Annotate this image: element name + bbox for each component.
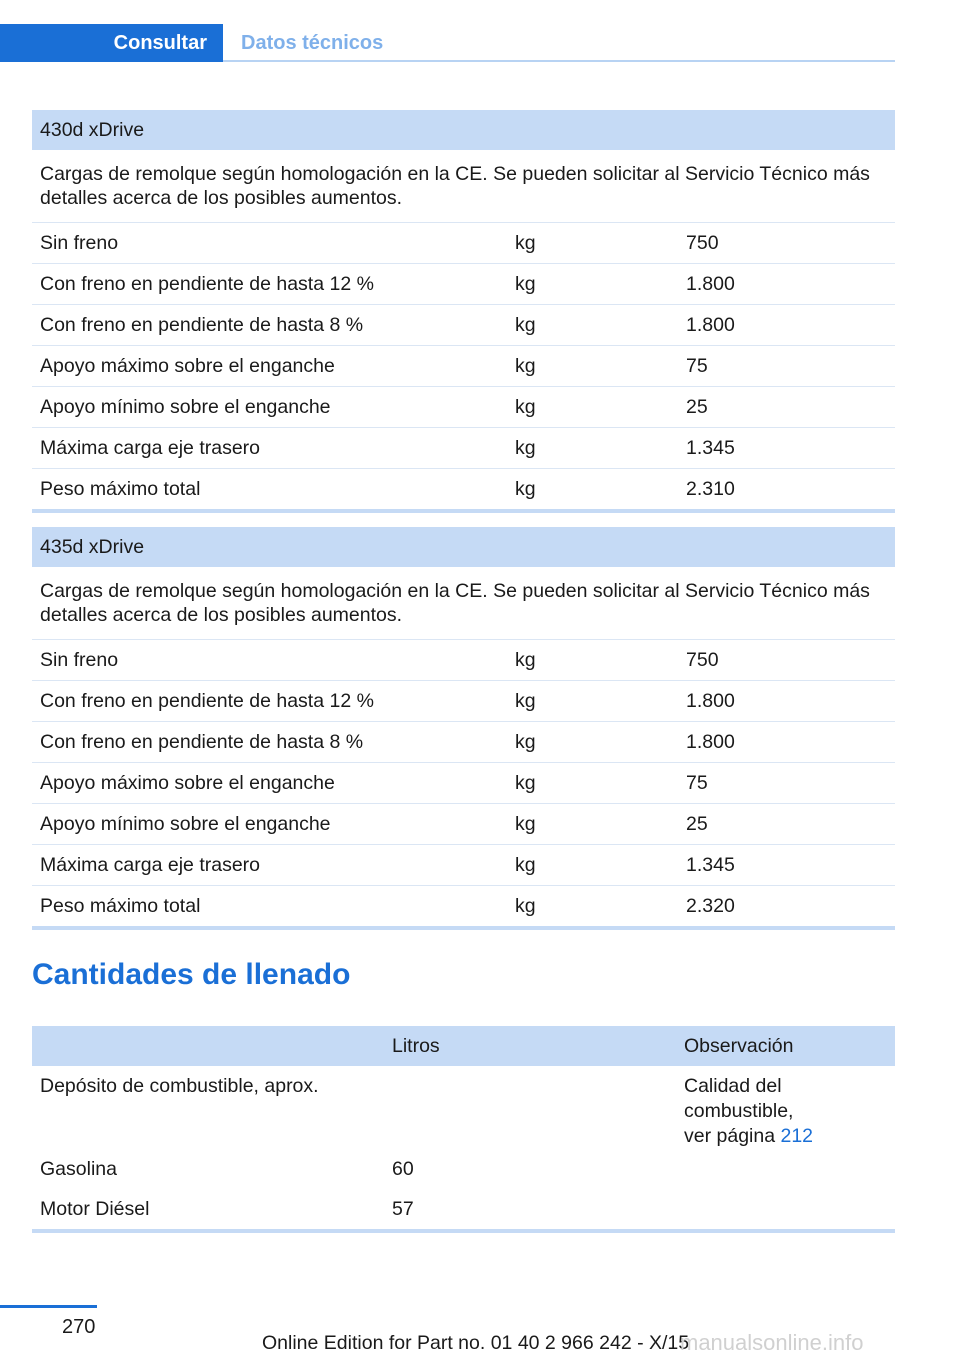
row-unit: kg (507, 763, 678, 804)
row-value: 75 (678, 763, 895, 804)
spec-table-title: 435d xDrive (32, 527, 895, 567)
row-value: 2.310 (678, 469, 895, 512)
column-header-observacion: Observación (676, 1026, 895, 1066)
column-header-litros: Litros (384, 1026, 676, 1066)
row-observacion (676, 1189, 895, 1231)
row-unit: kg (507, 469, 678, 512)
header-empty-cell (32, 1026, 384, 1066)
page-link-212[interactable]: 212 (780, 1125, 814, 1147)
row-label: Motor Diésel (32, 1189, 384, 1231)
row-unit: kg (507, 722, 678, 763)
table-header-row (32, 1026, 895, 1066)
tab-datos-tecnicos[interactable]: Datos técnicos (241, 31, 384, 54)
row-value: 1.800 (678, 681, 895, 722)
table-row (32, 886, 895, 929)
row-label: Apoyo mínimo sobre el enganche (32, 387, 507, 428)
row-label: Apoyo máximo sobre el enganche (32, 346, 507, 387)
row-value: 750 (678, 223, 895, 264)
table-row (32, 845, 895, 886)
table-row (32, 1149, 895, 1189)
row-unit: kg (507, 305, 678, 346)
row-litros (384, 1066, 676, 1149)
row-value: 1.345 (678, 428, 895, 469)
row-unit: kg (507, 223, 678, 264)
row-label: Con freno en pendiente de hasta 8 % (32, 722, 507, 763)
spec-table-430d (32, 110, 895, 513)
row-litros: 57 (384, 1189, 676, 1231)
footer-rule (0, 1305, 97, 1308)
table-row (32, 640, 895, 681)
row-unit: kg (507, 640, 678, 681)
page-number: 270 (62, 1316, 96, 1338)
row-value: 75 (678, 346, 895, 387)
table-row (32, 722, 895, 763)
table-row (32, 681, 895, 722)
row-value: 1.800 (678, 722, 895, 763)
row-label: Sin freno (32, 640, 507, 681)
row-observacion (676, 1066, 895, 1149)
row-label: Con freno en pendiente de hasta 12 % (32, 264, 507, 305)
row-unit: kg (507, 804, 678, 845)
row-label: Apoyo máximo sobre el enganche (32, 763, 507, 804)
row-label: Máxima carga eje trasero (32, 845, 507, 886)
row-label: Depósito de combustible, aprox. (40, 1075, 319, 1097)
row-label: Peso máximo total (32, 469, 507, 512)
table-row (32, 305, 895, 346)
table-row (32, 346, 895, 387)
row-label: Con freno en pendiente de hasta 12 % (32, 681, 507, 722)
table-row (32, 1066, 895, 1149)
row-value: 25 (678, 387, 895, 428)
row-label: Máxima carga eje trasero (32, 428, 507, 469)
row-unit: kg (507, 681, 678, 722)
table-row (32, 223, 895, 264)
row-value: 1.345 (678, 845, 895, 886)
row-unit: kg (507, 428, 678, 469)
row-unit: kg (507, 886, 678, 929)
tab-consultar[interactable]: Consultar (0, 24, 223, 62)
row-label: Gasolina (40, 1157, 117, 1180)
obs-line1: Calidad del combustible, (684, 1075, 794, 1122)
header-rule (223, 60, 895, 62)
table-row (32, 1189, 895, 1231)
row-label: Apoyo mínimo sobre el enganche (32, 804, 507, 845)
row-unit: kg (507, 845, 678, 886)
edition-note: Online Edition for Part no. 01 40 2 966 242 - X/15 (262, 1332, 690, 1354)
row-value: 2.320 (678, 886, 895, 929)
table-row (32, 804, 895, 845)
row-unit: kg (507, 387, 678, 428)
row-unit: kg (507, 346, 678, 387)
row-value: 750 (678, 640, 895, 681)
row-unit: kg (507, 264, 678, 305)
obs-line2: ver página (684, 1125, 781, 1147)
row-value: 1.800 (678, 305, 895, 346)
table-row (32, 469, 895, 512)
spec-table-description: Cargas de remolque según homologación en la CE. Se pueden solicitar al Servicio Técnico más detalles acerca de los posibles aumentos. (32, 150, 895, 223)
row-label: Con freno en pendiente de hasta 8 % (32, 305, 507, 346)
row-litros: 60 (392, 1157, 414, 1180)
spec-table-description: Cargas de remolque según homologación en la CE. Se pueden solicitar al Servicio Técnico más detalles acerca de los posibles aumentos. (32, 567, 895, 640)
section-title-cantidades: Cantidades de llenado (32, 958, 351, 991)
row-value: 25 (678, 804, 895, 845)
table-row (32, 428, 895, 469)
row-label: Sin freno (32, 223, 507, 264)
row-observacion (676, 1149, 895, 1189)
table-row (32, 264, 895, 305)
page-header (0, 24, 895, 62)
spec-table-title: 430d xDrive (32, 110, 895, 150)
fill-quantities-table (32, 1026, 895, 1233)
spec-table-435d (32, 527, 895, 930)
row-value: 1.800 (678, 264, 895, 305)
table-row (32, 387, 895, 428)
table-row (32, 763, 895, 804)
row-label: Peso máximo total (32, 886, 507, 929)
watermark: manualsonline.info (680, 1330, 864, 1355)
